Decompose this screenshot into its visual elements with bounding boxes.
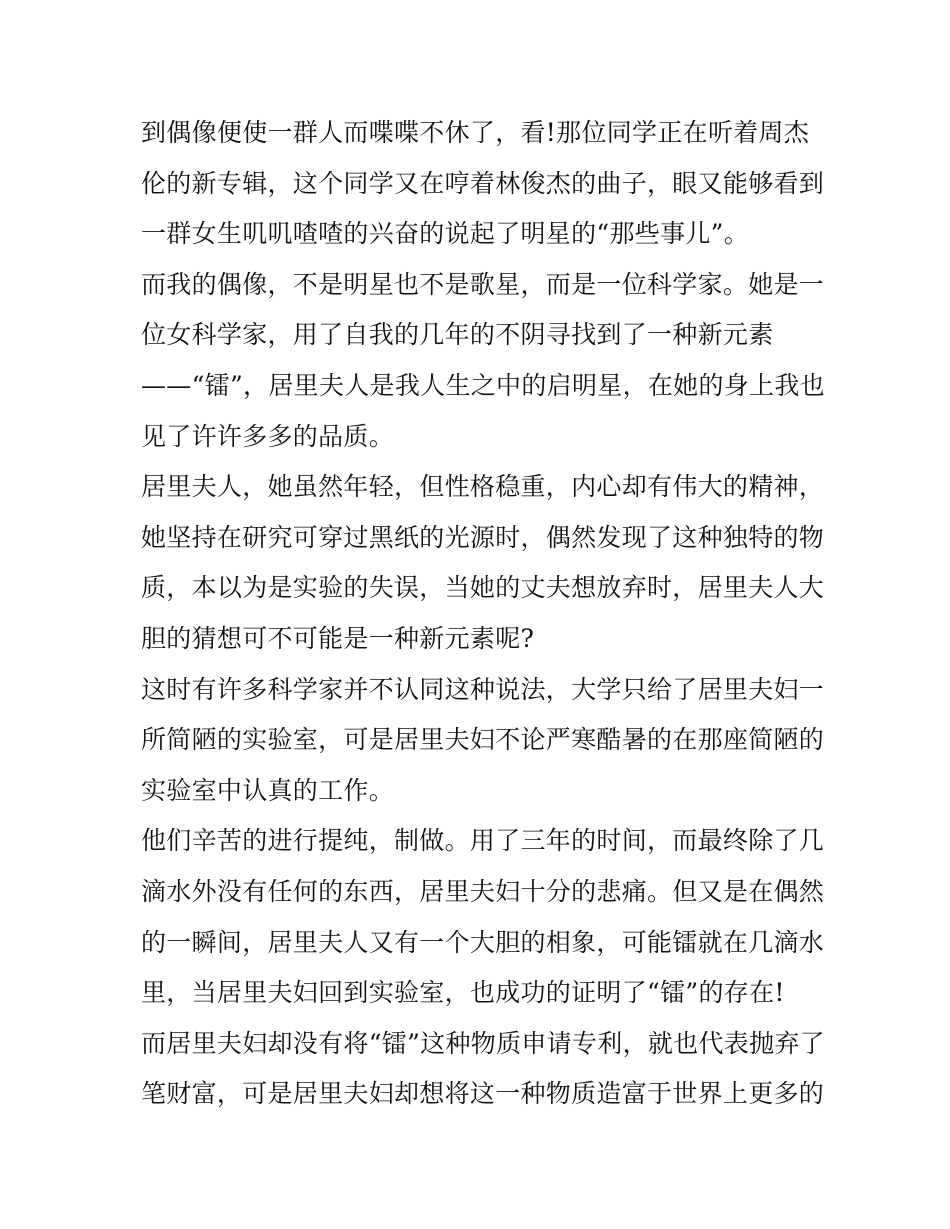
text-line: ——“镭”，居里夫人是我人生之中的启明星，在她的身上我也 xyxy=(141,370,825,400)
text-line: 伦的新专辑，这个同学又在哼着林俊杰的曲子，眼又能够看到 xyxy=(141,168,825,198)
text-line: 这时有许多科学家并不认同这种说法，大学只给了居里夫妇一 xyxy=(141,674,825,704)
text-line: 见了许许多多的品质。 xyxy=(141,421,395,451)
text-line: 滴水外没有任何的东西，居里夫妇十分的悲痛。但又是在偶然 xyxy=(141,876,825,906)
text-line: 而我的偶像，不是明星也不是歌星，而是一位科学家。她是一 xyxy=(141,269,825,299)
text-line: 位女科学家，用了自我的几年的不阴寻找到了一种新元素 xyxy=(141,320,774,350)
text-line: 的一瞬间，居里夫人又有一个大胆的相象，可能镭就在几滴水 xyxy=(141,927,825,957)
text-line: 她坚持在研究可穿过黑纸的光源时，偶然发现了这种独特的物 xyxy=(141,522,825,552)
text-line: 所简陋的实验室，可是居里夫妇不论严寒酷暑的在那座简陋的 xyxy=(141,725,825,755)
text-line: 到偶像便使一群人而喋喋不休了，看!那位同学正在听着周杰 xyxy=(141,118,810,147)
text-line: 他们辛苦的进行提纯，制做。用了三年的时间，而最终除了几 xyxy=(141,826,825,856)
text-line: 而居里夫妇却没有将“镭”这种物质申请专利，就也代表抛弃了 xyxy=(141,1028,825,1058)
text-line: 质，本以为是实验的失误，当她的丈夫想放弃时，居里夫人大 xyxy=(141,573,825,603)
text-line: 里，当居里夫妇回到实验室，也成功的证明了“镭”的存在! xyxy=(141,978,785,1008)
text-line: 实验室中认真的工作。 xyxy=(141,775,395,805)
essay-body xyxy=(141,108,825,1120)
text-line: 笔财富，可是居里夫妇却想将这一种物质造富于世界上更多的 xyxy=(141,1079,825,1109)
text-line: 一群女生叽叽喳喳的兴奋的说起了明星的“那些事儿”。 xyxy=(141,219,750,249)
text-line: 胆的猜想可不可能是一种新元素呢? xyxy=(141,623,535,653)
text-line: 居里夫人，她虽然年轻，但性格稳重，内心却有伟大的精神， xyxy=(141,472,825,502)
